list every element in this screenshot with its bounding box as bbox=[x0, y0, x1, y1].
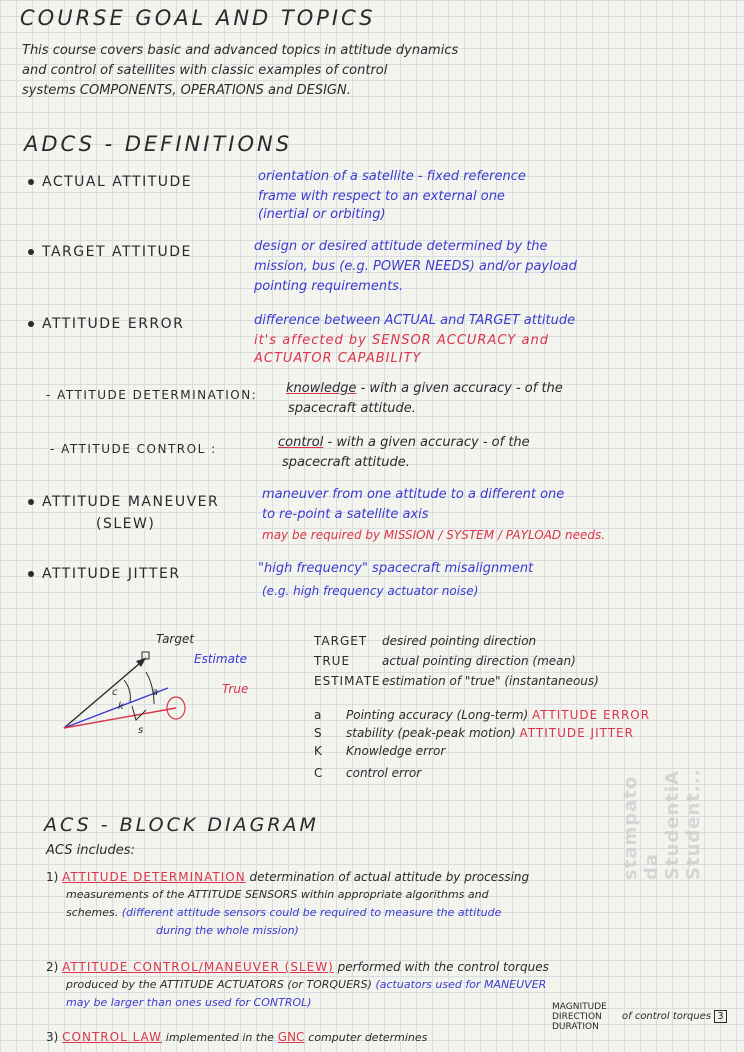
actual-def-3: (inertial or orbiting) bbox=[258, 207, 386, 222]
bullet-icon bbox=[28, 179, 34, 185]
maneuver-def-3: may be required by MISSION / SYSTEM / PAYLOAD needs. bbox=[262, 528, 606, 542]
acs-item-2-line-1: 2) ATTITUDE CONTROL/MANEUVER (SLEW) performed with the control torques bbox=[46, 960, 549, 974]
determination-def-2: spacecraft attitude. bbox=[288, 401, 416, 416]
fig-s-label: s bbox=[138, 725, 144, 736]
target-vector bbox=[64, 658, 146, 728]
magnitude-label: MAGNITUDE bbox=[552, 1002, 607, 1012]
duration-label: DURATION bbox=[552, 1022, 599, 1032]
acs-item-2-line-2: produced by the ATTITUDE ACTUATORS (or TORQUERS) (actuators used for MANEUVER bbox=[66, 978, 547, 991]
target-def-3: pointing requirements. bbox=[254, 279, 404, 294]
control-def-2: spacecraft attitude. bbox=[282, 455, 410, 470]
error-def-3: ACTUATOR CAPABILITY bbox=[254, 351, 422, 366]
jitter-def-2: (e.g. high frequency actuator noise) bbox=[262, 584, 479, 598]
legend-sym-s: S stability (peak-peak motion) ATTITUDE JITTER bbox=[314, 726, 634, 740]
control-term: - ATTITUDE CONTROL : bbox=[50, 442, 217, 456]
legend-sym-c: C control error bbox=[314, 766, 422, 780]
error-def-1: difference between ACTUAL and TARGET attitude bbox=[254, 313, 576, 328]
boxed-number: 3 bbox=[714, 1010, 726, 1023]
determination-def-1: knowledge - with a given accuracy - of the bbox=[286, 381, 563, 396]
acs-item-1-line-1: 1) ATTITUDE DETERMINATION determination of actual attitude by processing bbox=[46, 870, 530, 884]
jitter-def-1: "high frequency" spacecraft misalignment bbox=[258, 561, 534, 576]
maneuver-def-2: to re-point a satellite axis bbox=[262, 507, 429, 522]
fig-c-label: c bbox=[112, 687, 118, 698]
acs-item-1-line-4: during the whole mission) bbox=[156, 924, 299, 937]
maneuver-term: ATTITUDE MANEUVER bbox=[28, 494, 219, 510]
error-def-2: it's affected by SENSOR ACCURACY and bbox=[254, 333, 549, 348]
actual-def-2: frame with respect to an external one bbox=[258, 189, 505, 204]
direction-label: DIRECTION bbox=[552, 1012, 602, 1022]
legend-sym-a: a Pointing accuracy (Long-term) ATTITUDE ERROR bbox=[314, 708, 651, 722]
acs-item-3-line-1-end: of control torques 3 bbox=[622, 1010, 727, 1023]
target-attitude-term: TARGET ATTITUDE bbox=[28, 244, 192, 260]
bullet-icon bbox=[28, 499, 34, 505]
target-def-1: design or desired attitude determined by the bbox=[254, 239, 548, 254]
legend-row-target: TARGET desired pointing direction bbox=[314, 634, 537, 648]
fig-target-label: Target bbox=[156, 632, 195, 646]
acs-item-1-line-3: schemes. (different attitude sensors could be required to measure the attitude bbox=[66, 906, 502, 919]
slew-term: (SLEW) bbox=[96, 516, 156, 532]
intro-line-1: This course covers basic and advanced topics in attitude dynamics bbox=[22, 43, 459, 58]
bullet-icon bbox=[28, 321, 34, 327]
adcs-title: ADCS - DEFINITIONS bbox=[24, 132, 293, 156]
acs-includes: ACS includes: bbox=[46, 843, 135, 858]
fig-estimate-label: Estimate bbox=[194, 652, 248, 666]
angle-c-arc bbox=[124, 680, 130, 702]
angle-s-mark bbox=[132, 706, 146, 720]
control-word: control bbox=[278, 435, 324, 450]
target-def-2: mission, bus (e.g. POWER NEEDS) and/or payload bbox=[254, 259, 577, 274]
watermark: stampato da StudentiA Student... bbox=[620, 768, 704, 880]
acs-item-3-line-1: 3) CONTROL LAW implemented in the GNC computer determines bbox=[46, 1030, 428, 1044]
acs-item-2-line-3: may be larger than ones used for CONTROL) bbox=[66, 996, 312, 1009]
knowledge-word: knowledge bbox=[286, 381, 357, 396]
attitude-error-term: ATTITUDE ERROR bbox=[28, 316, 184, 332]
acs-title: ACS - BLOCK DIAGRAM bbox=[44, 814, 319, 836]
legend-row-estimate: ESTIMATEestimation of "true" (instantaneous) bbox=[314, 674, 599, 688]
fig-k-label: k bbox=[118, 701, 124, 712]
intro-line-2: and control of satellites with classic examples of control bbox=[22, 63, 388, 78]
fig-a-label: a bbox=[152, 687, 159, 698]
intro-line-3: systems COMPONENTS, OPERATIONS and DESIGN. bbox=[22, 83, 351, 98]
maneuver-def-1: maneuver from one attitude to a different one bbox=[262, 487, 565, 502]
jitter-term: ATTITUDE JITTER bbox=[28, 566, 181, 582]
acs-item-3-torque-props bbox=[552, 1002, 607, 1032]
course-title: COURSE GOAL AND TOPICS bbox=[20, 6, 376, 30]
actual-def-1: orientation of a satellite - fixed reference bbox=[258, 169, 526, 184]
fig-true-label: True bbox=[222, 682, 249, 696]
bullet-icon bbox=[28, 571, 34, 577]
legend-sym-k: K Knowledge error bbox=[314, 744, 446, 758]
acs-item-1-line-2: measurements of the ATTITUDE SENSORS within appropriate algorithms and bbox=[66, 888, 489, 901]
actual-attitude-term: ACTUAL ATTITUDE bbox=[28, 174, 192, 190]
legend-row-true: TRUE actual pointing direction (mean) bbox=[314, 654, 576, 668]
determination-term: - ATTITUDE DETERMINATION: bbox=[46, 388, 258, 402]
control-def-1: control - with a given accuracy - of the bbox=[278, 435, 530, 450]
bullet-icon bbox=[28, 249, 34, 255]
